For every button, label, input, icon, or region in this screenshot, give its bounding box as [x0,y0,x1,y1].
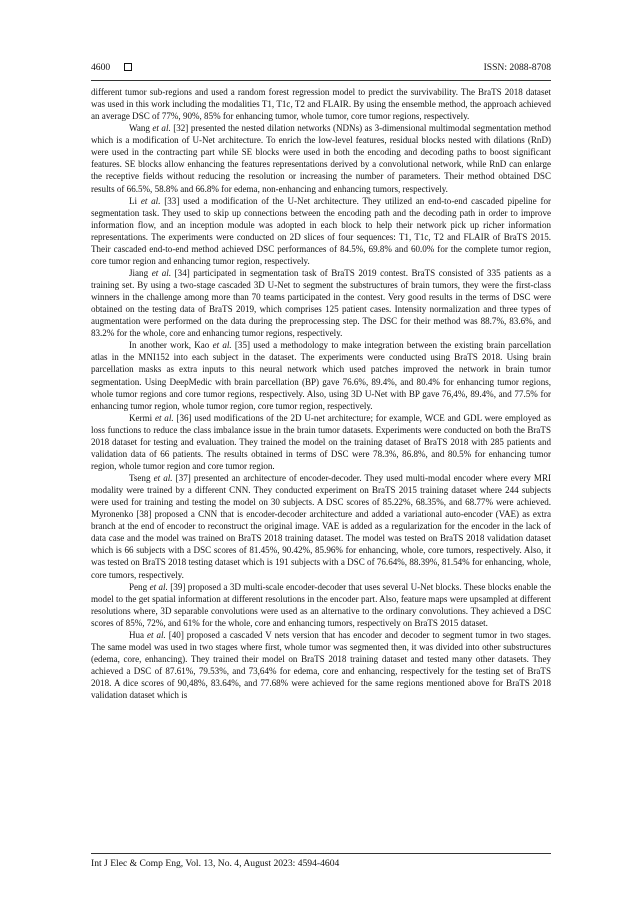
paragraph-7: Peng et al. [39] proposed a 3D multi-scale encoder-decoder that uses several U-Net blocks. These blocks enable the model to the get spatial information at different resolutions in the encoder part. Also, feature maps were upsampled at different resolutions where, 3D separable convolutions were used as an alternative to the ordinary convolutions. They achieved a DSC scores of 85%, 72%, and 61% for the whole, core and enhancing tumors, respectively on BraTS 2015 dataset. [91,581,552,628]
square-bullet-icon [124,63,132,71]
footer-divider [91,853,551,854]
paragraph-5: Kermi et al. [36] used modifications of the 2D U-net architecture; for example, WCE and GDL were employed as loss functions to reduce the class imbalance issue in the brain tumor datasets. Experiments were conducted on both the BraTS 2018 dataset for testing and evaluation. They trained the model on the training dataset of BraTS 2018 with 285 patients and validation data of 66 patients. The results obtained in terms of DSC were 78.3%, 86.8%, and 80.5% for enhancing tumor region, whole tumor region and core tumor region. [91,412,552,471]
page-number: 4600 [91,62,111,73]
paragraph-0: different tumor sub-regions and used a random forest regression model to predict the survivability. The BraTS 2018 dataset was used in this work including the modalities T1, T1c, T2 and FLAIR. By using the ensemble method, the approach achieved an average DSC of 77%, 90%, 85% for enhancing tumor, whole tumor, core tumor regions, respectively. [91,87,551,122]
paragraph-1: Wang et al. [32] presented the nested dilation networks (NDNs) as 3-dimensional multimodal segmentation method which is a modification of U-Net architecture. To enrich the low-level features, residual blocks nested with dilations (RnD) were used in the contracting part while SE blocks were used in both the encoding and decoding paths to boost significant features. SE blocks allow enhancing the features representations derived by a convolutional network, while RnD can enlarge the receptive fields without reducing the resolution or increasing the number of parameters. Their method obtained DSC results of 66.5%, 58.8% and 66.8% for edema, non-enhancing and enhancing tumors, respectively. [91,123,552,194]
article-body [91,86,551,701]
page-footer [91,858,551,870]
paragraph-3: Jiang et al. [34] participated in segmentation task of BraTS 2019 contest. BraTS consisted of 335 patients as a training set. By using a two-stage cascaded 3D U-Net to segment the substructures of brain tumors, they were the first-class winners in the challenge among more than 70 teams participated in the contest. Very good results in the terms of DSC were obtained on the testing data of BraTS 2019, which comprises 125 patient cases. Intensity normalization and three types of augmentation were performed on the data during the preprocessing step. The DSC for their method was 88.7%, 83.6%, and 83.2% for the whole, core and enhancing tumor regions, respectively. [91,267,552,339]
page-header [91,62,551,76]
header-divider [91,80,551,81]
paragraph-8: Hua et al. [40] proposed a cascaded V nets version that has encoder and decoder to segment tumor in two stages. The same model was used in two stages where first, whole tumor was segmented then, it was divided into other substructures (edema, core, enhancing). They trained their model on BraTS 2018 training dataset and tested many other datasets. They achieved a DSC of 87.61%, 79.53%, and 73,64% for edema, core and enhancing, respectively for the testing set of BraTS 2018. A dice scores of 90,48%, 83.64%, and 77.68% were achieved for the same regions mentioned above for BraTS 2018 validation dataset which is [91,629,551,701]
paragraph-2: Li et al. [33] used a modification of the U-Net architecture. They utilized an end-to-end cascaded pipeline for segmentation task. They used to skip up connections between the encoding path and the decoding path in order to improve information flow, and an inception module was adopted in each block to help their network pick up richer information representations. The experiments were conducted on 2D slices of four sequences: T1, T1c, T2 and FLAIR of BraTS 2015. Their cascaded end-to-end method achieved DSC performances of 84.5%, 69.8% and 60.0% for the complete tumor region, core tumor region and enhancing tumor region, respectively. [91,195,552,266]
paragraph-6: Tseng et al. [37] presented an architecture of encoder-decoder. They used multi-modal encoder where every MRI modality were trained by a different CNN. They conducted experiment on BraTS 2015 training dataset where 244 subjects were used for training and testing the model on 30 subjects. A DSC scores of 85.22%, 68.35%, and 68.77% were achieved. Myronenko [38] proposed a CNN that is encoder-decoder architecture and added a variational auto-encoder (VAE) as extra branch at the end of encoder to reconstruct the original image. VAE is added as a regularization for the encoder in the lack of data case and the model was trained on BraTS 2018 training dataset. The model was tested on BraTS 2018 validation dataset which is 66 subjects with a DSC scores of 81.45%, 90.42%, 85.96% for enhancing, whole, core tumors, respectively. Also, it was tested on BraTS 2018 testing dataset which is 191 subjects with a DSC of 76.64%, 88.39%, 81.54% for enhancing, whole, core tumors, respectively. [91,473,552,580]
issn-label: ISSN: 2088-8708 [483,62,551,73]
journal-citation: Int J Elec & Comp Eng, Vol. 13, No. 4, August 2023: 4594-4604 [91,858,340,869]
paragraph-4: In another work, Kao et al. [35] used a methodology to make integration between the existing brain parcellation atlas in the MNI152 into each subject in the dataset. The experiments were conducted using BraTS 2018. Using brain parcellation masks as extra inputs to this neural network which used patches improved the network in brain tumor segmentation. Using DeepMedic with brain parcellation (BP) gave 76.6%, 89.4%, and 80.4% for enhancing tumor regions, whole tumor regions and core tumor regions, respectively. Also, using 3D U-Net with BP gave 76,4%, 89.4%, and 77.5% for enhancing tumor region, whole tumor region, core tumor region, respectively. [91,340,551,411]
